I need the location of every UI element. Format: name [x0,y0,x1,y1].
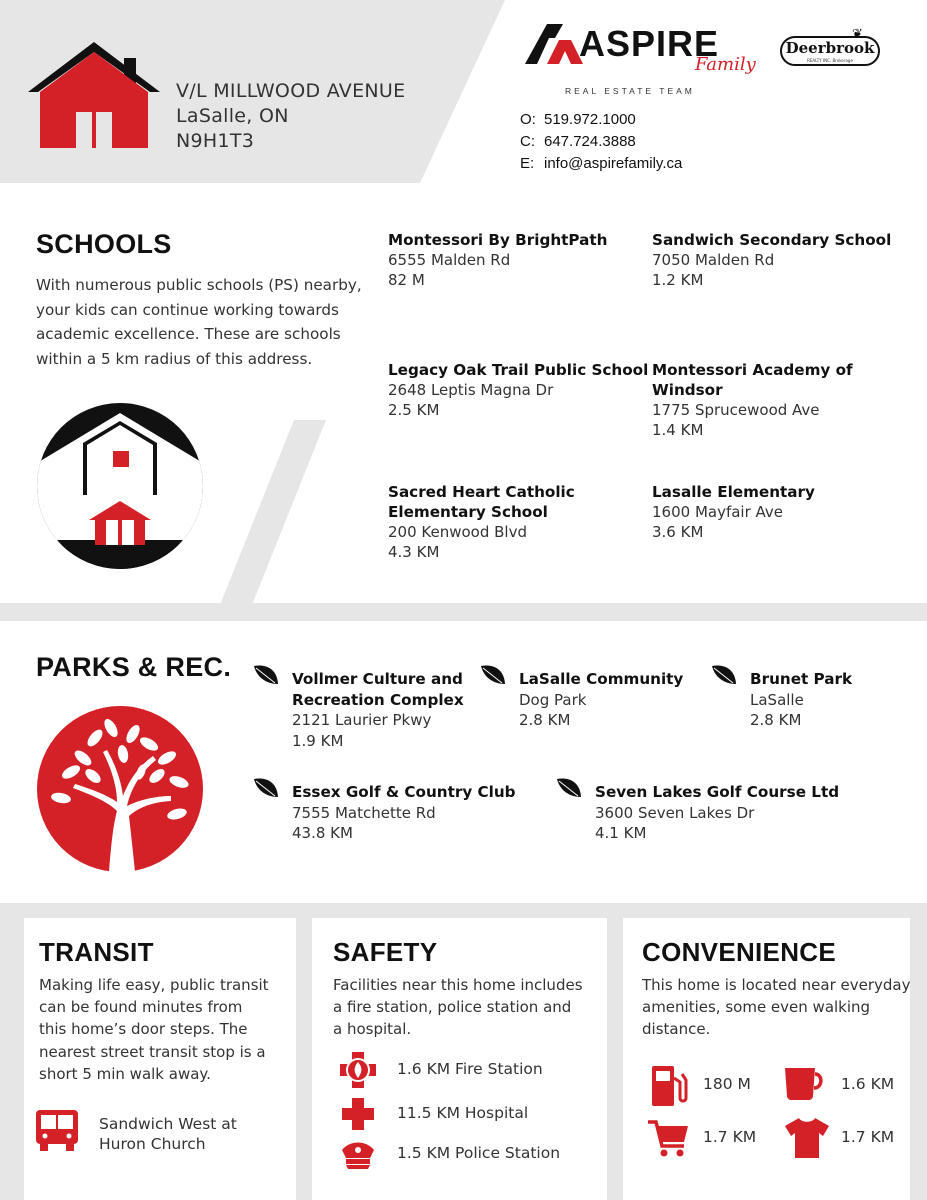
school-item [652,230,891,290]
school-item [388,482,575,562]
address-city: LaSalle, ON [176,105,289,127]
park-location: LaSalle [750,690,804,709]
logo-a-mark [525,24,585,64]
park-address: 2121 Laurier Pkwy [292,711,432,729]
police-distance: 1.5 KM Police Station [397,1144,561,1162]
school-distance: 3.6 KM [652,523,704,541]
school-name-cont: Elementary School [388,503,548,521]
schools-title: SCHOOLS [36,229,172,259]
school-name: Sandwich Secondary School [652,231,892,249]
park-item [750,669,852,731]
school-distance: 4.3 KM [388,543,440,561]
leaf-icon [253,777,279,799]
school-distance: 82 M [388,271,425,289]
gas-station-icon [650,1064,690,1108]
parks-title: PARKS & REC. [36,652,232,682]
park-name: Brunet Park [750,670,853,688]
gutter-left [0,918,24,1200]
fire-station-distance: 1.6 KM Fire Station [397,1060,543,1078]
school-name: Lasalle Elementary [652,483,815,501]
school-address: 1775 Sprucewood Ave [652,401,820,419]
deer-icon: ❦ [852,27,863,42]
leaf-icon [480,664,506,686]
park-distance: 4.1 KM [595,824,647,842]
park-name: Essex Golf & Country Club [292,783,516,801]
contact-cell: C: 647.724.3888 [520,133,636,150]
school-item [388,230,607,290]
park-distance: 2.8 KM [750,711,802,729]
park-distance: 43.8 KM [292,824,353,842]
park-item [292,782,516,844]
shopping-cart-icon [648,1118,690,1158]
park-item [595,782,839,844]
decorative-stripe [220,420,330,605]
school-name: Montessori By BrightPath [388,231,608,249]
partner-sub: REALTY INC. Brokerage [807,58,853,63]
gutter-mid1 [296,918,312,1200]
convenience-title: CONVENIENCE [642,937,836,967]
shirt-icon [783,1116,831,1158]
school-name: Montessori Academy of Windsor [652,361,853,399]
office-phone[interactable]: 519.972.1000 [544,111,636,128]
leaf-icon [253,664,279,686]
grocery-distance: 1.7 KM [703,1128,757,1146]
contact-office: O: 519.972.1000 [520,111,636,128]
school-item [652,360,927,440]
address-postal: N9H1T3 [176,130,255,152]
cafe-distance: 1.6 KM [841,1075,895,1093]
convenience-description: This home is located near everyday amenities, some even walking distance. [642,976,911,1039]
school-address: 2648 Leptis Magna Dr [388,381,554,399]
house-icon [28,40,160,148]
cell-phone[interactable]: 647.724.3888 [544,133,636,150]
contact-email: E: info@aspirefamily.ca [520,155,683,172]
park-name: LaSalle Community [519,670,684,688]
bus-icon [34,1108,80,1152]
deerbrook-logo [780,36,880,66]
school-item [388,360,648,420]
fire-station-icon [340,1052,376,1088]
transit-description: Making life easy, public transit can be found minutes from this home’s door steps. The nearest street transit stop is a short 5 min walk away. [39,976,269,1083]
school-distance: 1.4 KM [652,421,704,439]
school-address: 200 Kenwood Blvd [388,523,527,541]
leaf-icon [556,777,582,799]
gutter-mid2 [607,918,623,1200]
school-name: Legacy Oak Trail Public School [388,361,649,379]
school-address: 7050 Malden Rd [652,251,775,269]
park-address: 3600 Seven Lakes Dr [595,803,755,822]
clothing-distance: 1.7 KM [841,1128,895,1146]
park-name: Vollmer Culture and [292,670,463,688]
school-name: Sacred Heart Catholic [388,483,575,501]
school-distance: 2.5 KM [388,401,440,419]
park-distance: 1.9 KM [292,731,344,750]
partner-name: Deerbrook [785,39,875,57]
park-name: Seven Lakes Golf Course Ltd [595,783,840,801]
gutter-right [910,918,927,1200]
section-divider [0,603,927,621]
school-address: 6555 Malden Rd [388,251,511,269]
brand-name: ASPIRE [579,23,720,64]
safety-title: SAFETY [333,937,438,967]
transit-stop: Sandwich West at Huron Church [99,1115,237,1153]
transit-title: TRANSIT [39,937,154,967]
school-distance: 1.2 KM [652,271,704,289]
park-item [519,669,683,731]
hospital-distance: 11.5 KM Hospital [397,1104,529,1122]
school-icon [37,403,203,569]
park-distance: 2.8 KM [519,711,571,729]
park-name-cont: Dog Park [519,690,587,709]
leaf-icon [711,664,737,686]
park-item [292,669,464,751]
address-street: V/L MILLWOOD AVENUE [176,80,406,102]
brand-tagline: REAL ESTATE TEAM [565,86,695,96]
school-item [652,482,815,542]
tree-icon [37,706,203,872]
school-address: 1600 Mayfair Ave [652,503,784,521]
park-address: 7555 Matchette Rd [292,803,436,822]
aspire-logo [525,23,756,100]
brand-sub: Family [695,54,756,75]
police-icon [340,1140,376,1170]
park-name-cont: Recreation Complex [292,690,464,709]
schools-description: With numerous public schools (PS) nearby, your kids can continue working towards academic excellence. These are schools within a 5 km radius of this address. [36,276,362,368]
gas-distance: 180 M [703,1075,751,1093]
section-divider [0,903,927,918]
email-link[interactable]: info@aspirefamily.ca [544,155,683,172]
hospital-icon [342,1098,374,1130]
coffee-cup-icon [783,1064,825,1100]
safety-description: Facilities near this home includes a fire station, police station and a hospital. [333,976,583,1039]
